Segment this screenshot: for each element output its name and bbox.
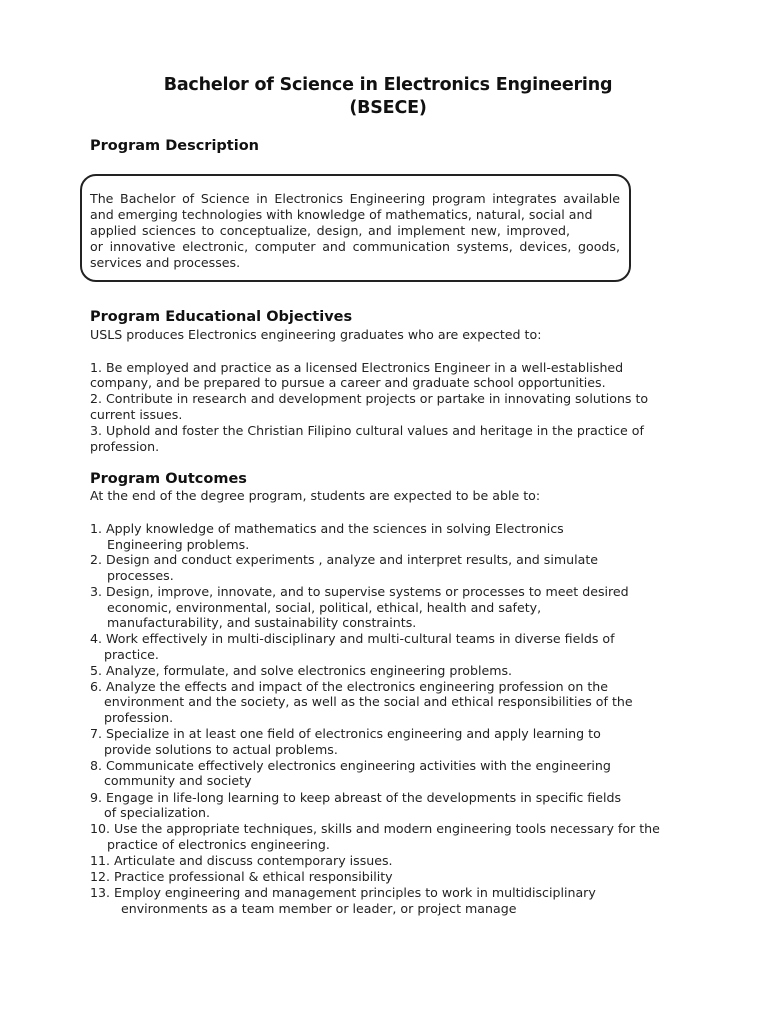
outcome-line: profession. (104, 710, 174, 725)
program-description-line: applied sciences to conceptualize, design, and implement new, improved, (90, 223, 570, 238)
outcome-line: 3. Design, improve, innovate, and to supervise systems or processes to meet desired (90, 584, 629, 599)
objective-line: profession. (90, 439, 160, 454)
outcome-line: 5. Analyze, formulate, and solve electronics engineering problems. (90, 663, 513, 678)
outcome-line: manufacturability, and sustainability constraints. (107, 615, 417, 630)
outcome-line: Engineering problems. (107, 537, 250, 552)
objective-line: 3. Uphold and foster the Christian Filipino cultural values and heritage in the practice of (90, 423, 644, 438)
educational-objectives-heading: Program Educational Objectives (90, 309, 353, 325)
program-outcomes-intro: At the end of the degree program, students are expected to be able to: (90, 488, 541, 503)
objective-line: 1. Be employed and practice as a licensed Electronics Engineer in a well-established (90, 360, 624, 375)
outcome-line: 7. Specialize in at least one field of electronics engineering and apply learning to (90, 726, 601, 741)
outcome-line: 8. Communicate effectively electronics engineering activities with the engineering (90, 758, 611, 773)
outcome-line: 12. Practice professional & ethical responsibility (90, 869, 393, 884)
outcome-line: practice of electronics engineering. (107, 837, 330, 852)
outcome-line: of specialization. (104, 805, 211, 820)
outcome-line: 10. Use the appropriate techniques, skills and modern engineering tools necessary for the (90, 821, 660, 836)
program-outcomes-heading: Program Outcomes (90, 471, 247, 487)
outcome-line: 4. Work effectively in multi-disciplinary and multi-cultural teams in diverse fields of (90, 631, 615, 646)
objective-line: 2. Contribute in research and development projects or partake in innovating solutions to (90, 391, 649, 406)
outcome-line: 1. Apply knowledge of mathematics and the sciences in solving Electronics (90, 521, 564, 536)
outcome-line: 13. Employ engineering and management principles to work in multidisciplinary (90, 885, 596, 900)
program-description-line: services and processes. (90, 255, 241, 270)
document-title: Bachelor of Science in Electronics Engineering (163, 75, 613, 95)
objective-line: company, and be prepared to pursue a career and graduate school opportunities. (90, 375, 606, 390)
outcome-line: community and society (104, 773, 252, 788)
outcome-line: 2. Design and conduct experiments , analyze and interpret results, and simulate (90, 552, 599, 567)
outcome-line: 9. Engage in life-long learning to keep abreast of the developments in specific fields (90, 790, 622, 805)
outcome-line: environments as a team member or leader, or project manage (121, 901, 517, 916)
outcome-line: provide solutions to actual problems. (104, 742, 338, 757)
program-description-heading: Program Description (90, 138, 259, 154)
outcome-line: environment and the society, as well as the social and ethical responsibilities of the (104, 694, 633, 709)
outcome-line: economic, environmental, social, political, ethical, health and safety, (107, 600, 542, 615)
outcome-line: 11. Articulate and discuss contemporary issues. (90, 853, 393, 868)
document-title-abbreviation: (BSECE) (349, 98, 427, 118)
outcome-line: 6. Analyze the effects and impact of the electronics engineering profession on the (90, 679, 609, 694)
objective-line: current issues. (90, 407, 183, 422)
program-description-line: and emerging technologies with knowledge of mathematics, natural, social and (90, 207, 593, 222)
educational-objectives-intro: USLS produces Electronics engineering graduates who are expected to: (90, 327, 542, 342)
program-description-line: The Bachelor of Science in Electronics Engineering program integrates available (90, 191, 620, 206)
outcome-line: processes. (107, 568, 174, 583)
outcome-line: practice. (104, 647, 159, 662)
program-description-line: or innovative electronic, computer and communication systems, devices, goods, (90, 239, 620, 254)
